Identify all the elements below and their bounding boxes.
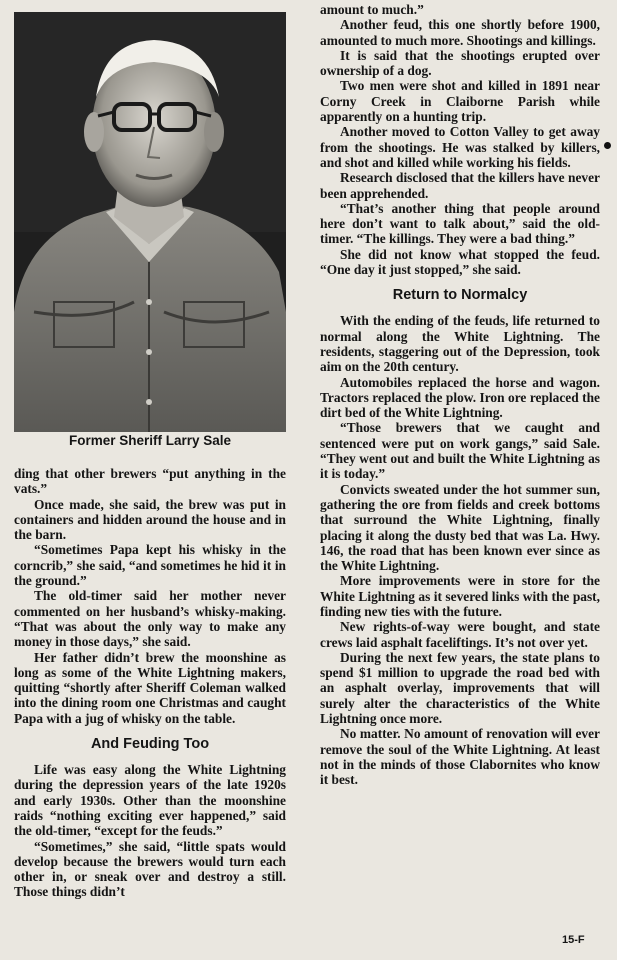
- article-paragraph: Research disclosed that the killers have never been apprehended.: [320, 170, 600, 201]
- article-paragraph: During the next few years, the state plans to spend $1 million to upgrade the road bed with an asphalt overlay, improvements that will surely alter the characteristics of the White Lightning once more.: [320, 649, 600, 727]
- section-heading-normalcy: Return to Normalcy: [392, 287, 528, 304]
- article-paragraph: More improvements were in store for the White Lightning as it severed links with the past, finding new ties with the future.: [320, 573, 600, 619]
- article-paragraph: The old-timer said her mother never commented on her husband’s whisky-making. “That was about the only way to make any money in those days,” she said.: [14, 588, 286, 650]
- article-paragraph: Convicts sweated under the hot summer sun, gathering the ore from fields and creek bottoms that surround the White Lightning, finally placing it along the dusty bed that was La. Hwy. 146, the road that has been known ever since as the White Lightning.: [320, 481, 600, 574]
- article-paragraph: It is said that the shootings erupted over ownership of a dog.: [320, 47, 600, 79]
- article-paragraph: “Sometimes Papa kept his whisky in the corncrib,” she said, “and sometimes he hid it in the ground.”: [14, 542, 286, 589]
- article-paragraph: New rights-of-way were bought, and state crews laid asphalt faceliftings. It’s not over yet.: [320, 619, 600, 650]
- article-paragraph: “Sometimes,” she said, “little spats would develop because the brewers would turn each other in, or sneak over and destroy a still. Those things didn’t: [14, 838, 286, 900]
- left-column: [14, 466, 286, 900]
- article-paragraph: Life was easy along the White Lightning during the depression years of the late 1920s and early 1930s. Other than the moonshine raids “nothing exciting ever happened,” said the old-timer, “except for the feuds.”: [14, 762, 286, 839]
- portrait-photo: [14, 12, 286, 432]
- article-paragraph: Two men were shot and killed in 1891 near Corny Creek in Claiborne Parish while apparently on a hunting trip.: [320, 78, 600, 125]
- article-paragraph: Automobiles replaced the horse and wagon. Tractors replaced the plow. Iron ore replaced the dirt bed of the White Lightning.: [320, 374, 600, 421]
- article-paragraph: She did not know what stopped the feud. “One day it just stopped,” she said.: [320, 246, 600, 278]
- section-heading-feuding: And Feuding Too: [90, 736, 210, 753]
- article-paragraph: ding that other brewers “put anything in the vats.”: [14, 466, 286, 497]
- article-paragraph: amount to much.”: [320, 2, 424, 17]
- article-paragraph: No matter. No amount of renovation will ever remove the soul of the White Lightning. At least not in the minds of those Clabornites who know it best.: [320, 726, 600, 788]
- article-paragraph: Once made, she said, the brew was put in containers and hidden around the house and in the barn.: [14, 496, 286, 543]
- photo-caption: Former Sheriff Larry Sale: [68, 433, 232, 448]
- article-paragraph: Another feud, this one shortly before 1900, amounted to much more. Shootings and killings.: [320, 17, 600, 48]
- article-paragraph: “Those brewers that we caught and sentenced were put on work gangs,” said Sale. “They went out and built the White Lightning as it is today.”: [320, 420, 600, 482]
- page-number: 15-F: [562, 934, 585, 946]
- right-column: [320, 2, 600, 788]
- bullet-dot-icon: [604, 142, 611, 149]
- article-paragraph: With the ending of the feuds, life returned to normal along the White Lightning. The residents, staggering out of the Depression, took aim on the 20th century.: [320, 313, 600, 375]
- article-paragraph: Another moved to Cotton Valley to get away from the shootings. He was stalked by killers, and shot and killed while working his fields.: [320, 124, 600, 170]
- article-paragraph: “That’s another thing that people around here don’t want to talk about,” said the old-timer. “The killings. They were a bad thing.”: [320, 200, 600, 247]
- article-paragraph: Her father didn’t brew the moonshine as long as some of the White Lightning makers, quitting “shortly after Sheriff Coleman walked into the dining room one Christmas and caught Papa with a jug of whisky on the table.: [14, 649, 286, 726]
